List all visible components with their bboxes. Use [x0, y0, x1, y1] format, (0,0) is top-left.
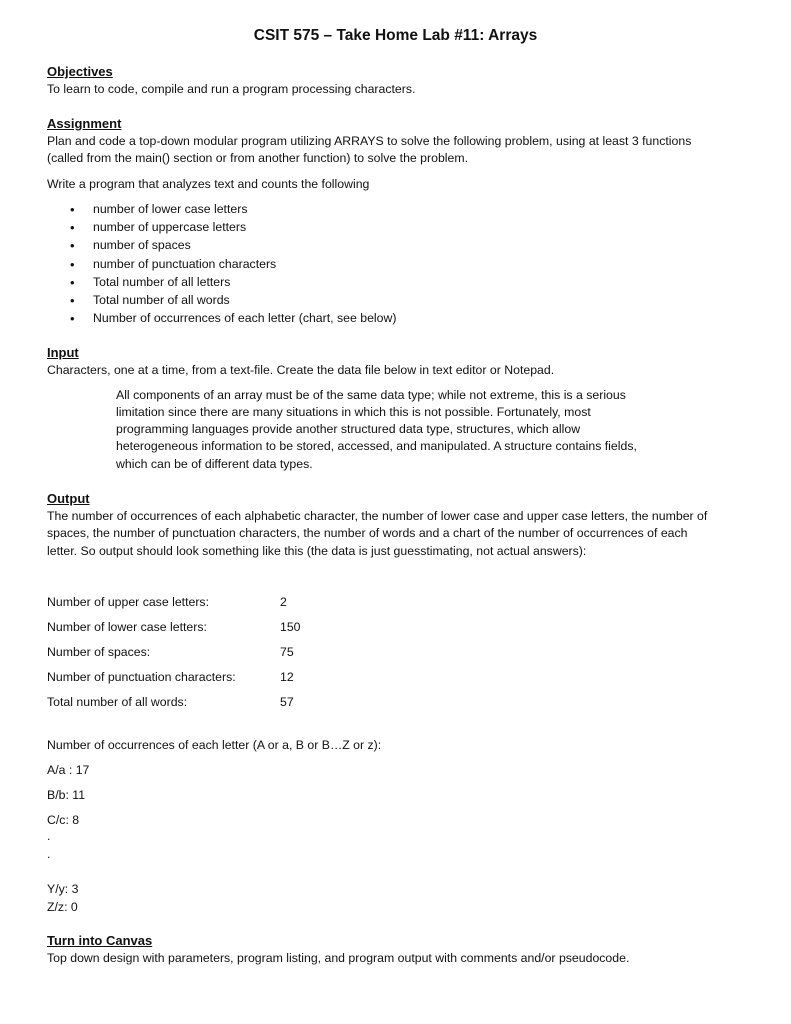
- stat-value: 75: [280, 645, 294, 659]
- assignment-heading: Assignment: [47, 116, 122, 131]
- stat-value: 57: [280, 695, 294, 709]
- stat-label: Number of upper case letters:: [47, 595, 209, 609]
- assignment-line-2: (called from the main() section or from another function) to solve the problem.: [47, 151, 469, 165]
- page-title: CSIT 575 – Take Home Lab #11: Arrays: [253, 27, 538, 44]
- output-line: spaces, the number of punctuation characters, the number of words and a chart of the number of occurrences of each: [47, 526, 688, 540]
- occurrences-heading: Number of occurrences of each letter (A or a, B or B…Z or z):: [47, 738, 382, 752]
- assignment-line-1: Plan and code a top-down modular program utilizing ARRAYS to solve the following problem, using at least 3 functions: [47, 134, 692, 148]
- assignment-intro: Write a program that analyzes text and counts the following: [47, 177, 370, 191]
- quote-line: heterogeneous information to be stored, accessed, and manipulated. A structure contains fields,: [116, 439, 637, 453]
- stat-label: Number of spaces:: [47, 645, 151, 659]
- list-item: • number of uppercase letters: [70, 219, 396, 237]
- list-item: • number of punctuation characters: [70, 256, 396, 274]
- quote-line: All components of an array must be of the same data type; while not extreme, this is a serious: [116, 388, 626, 402]
- letter-count-line: Y/y: 3: [47, 882, 79, 896]
- turn-in-text: Top down design with parameters, program listing, and program output with comments and/or pseudocode.: [47, 951, 630, 965]
- output-line: The number of occurrences of each alphabetic character, the number of lower case and upper case letters, the number of: [47, 509, 708, 523]
- requirements-list: [70, 201, 396, 328]
- stat-label: Number of lower case letters:: [47, 620, 207, 634]
- quote-line: which can be of different data types.: [116, 457, 313, 471]
- objectives-text: To learn to code, compile and run a program processing characters.: [47, 82, 416, 96]
- stat-value: 2: [280, 595, 287, 609]
- objectives-heading: Objectives: [47, 64, 113, 79]
- ellipsis-dot: .: [47, 847, 51, 861]
- letter-count-line: A/a : 17: [47, 763, 90, 777]
- output-heading: Output: [47, 491, 90, 506]
- list-item: • number of spaces: [70, 237, 396, 255]
- letter-count-line: Z/z: 0: [47, 900, 78, 914]
- stat-label: Total number of all words:: [47, 695, 188, 709]
- list-item: • Total number of all words: [70, 292, 396, 310]
- letter-count-line: B/b: 11: [47, 788, 86, 802]
- turn-in-heading: Turn into Canvas: [47, 933, 153, 948]
- input-text: Characters, one at a time, from a text-file. Create the data file below in text editor or Notepad.: [47, 363, 555, 377]
- list-item: • Total number of all letters: [70, 274, 396, 292]
- output-line: letter. So output should look something like this (the data is just guesstimating, not actual answers):: [47, 544, 587, 558]
- stat-value: 12: [280, 670, 294, 684]
- quote-line: programming languages provide another structured data type, structures, which allow: [116, 422, 581, 436]
- list-item: • Number of occurrences of each letter (chart, see below): [70, 310, 396, 328]
- list-item: • number of lower case letters: [70, 201, 396, 219]
- input-heading: Input: [47, 345, 79, 360]
- ellipsis-dot: .: [47, 829, 51, 843]
- stat-value: 150: [280, 620, 301, 634]
- quote-line: limitation since there are many situations in which this is not possible. Fortunately, most: [116, 405, 591, 419]
- letter-count-line: C/c: 8: [47, 813, 80, 827]
- stat-label: Number of punctuation characters:: [47, 670, 236, 684]
